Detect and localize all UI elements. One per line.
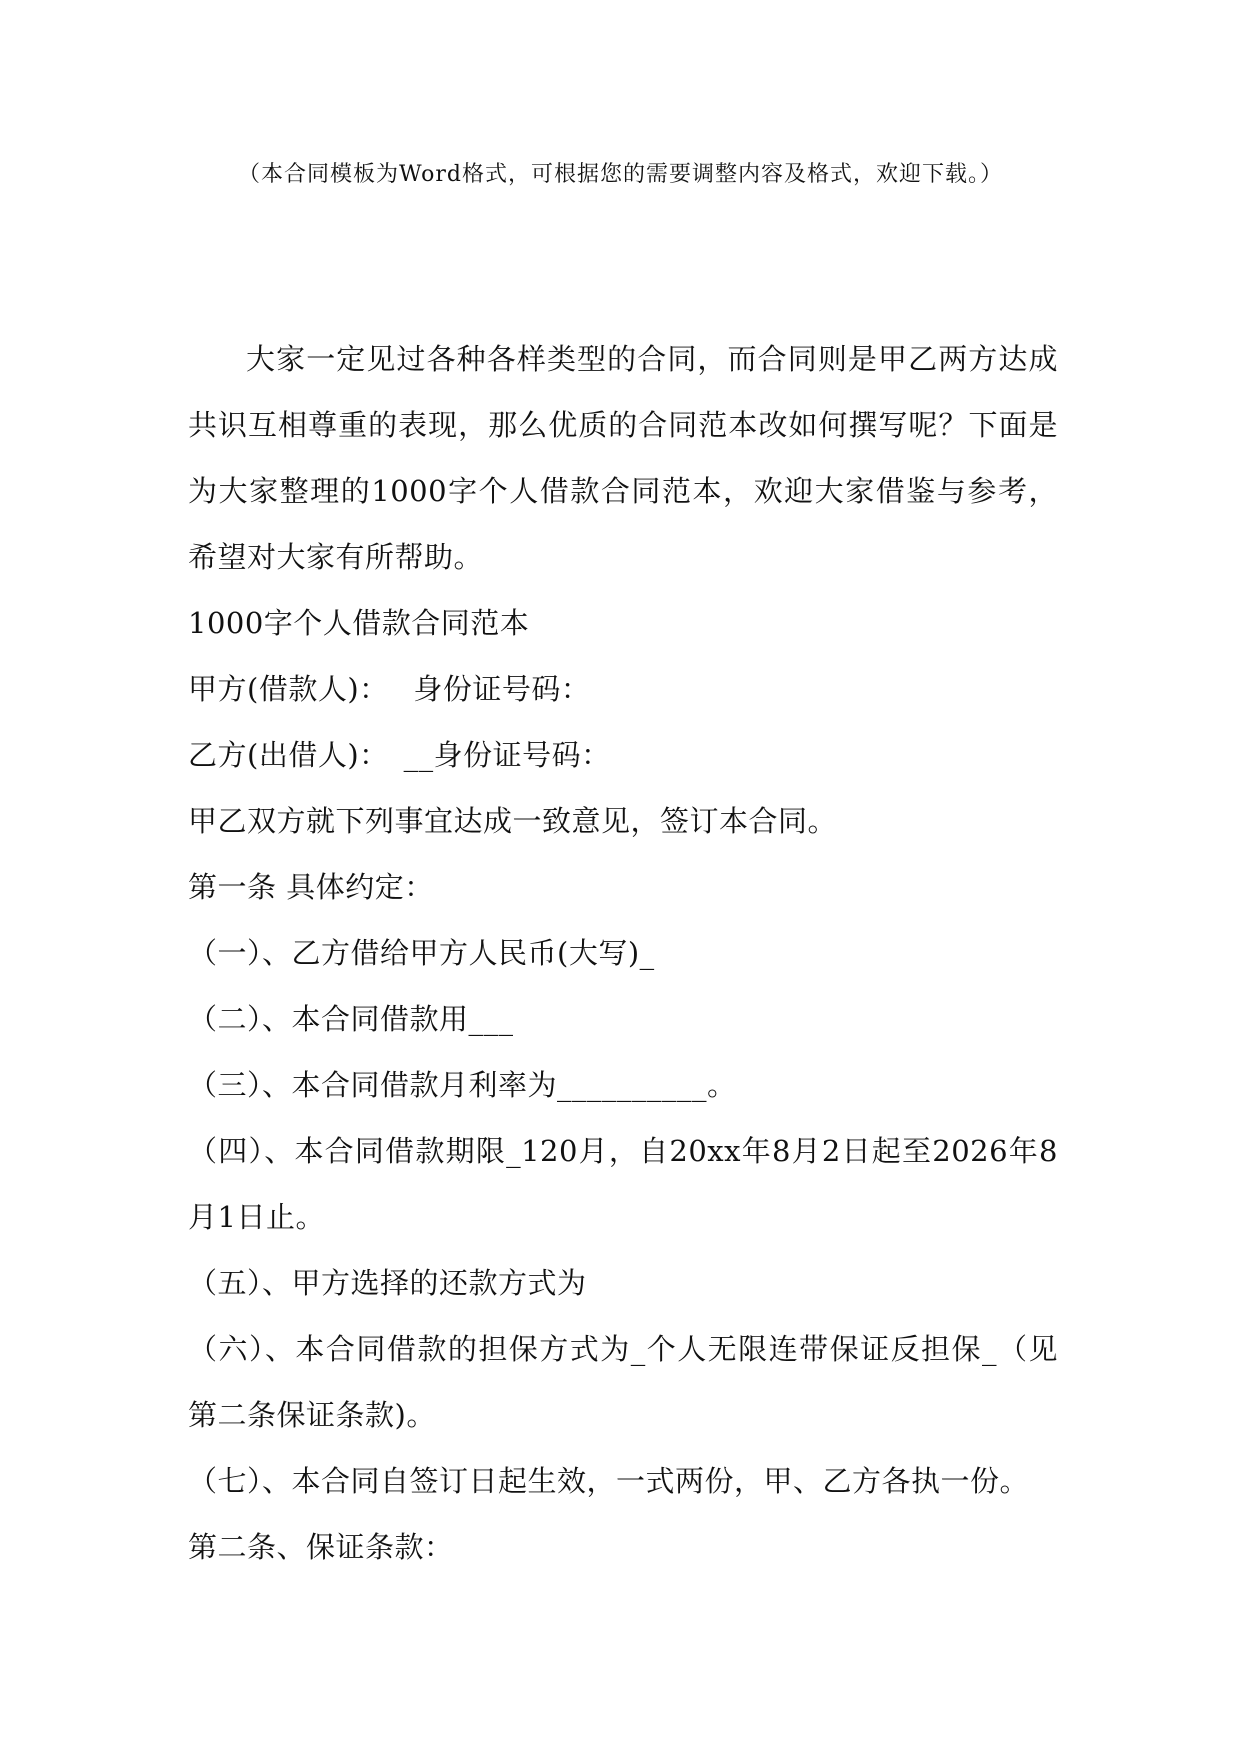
party-a-line: 甲方(借款人)： 身份证号码： (188, 672, 591, 706)
article-1-item-4: （四）、本合同借款期限_120月，自20xx年8月2日起至2026年8月1日止。 (188, 1134, 1058, 1234)
article-1-heading: 第一条 具体约定： (188, 870, 434, 904)
article-2-heading: 第二条、保证条款： (188, 1530, 454, 1564)
agreement-line: 甲乙双方就下列事宜达成一致意见，签订本合同。 (188, 804, 838, 838)
contract-body (188, 590, 1058, 1580)
template-note: （本合同模板为Word格式，可根据您的需要调整内容及格式，欢迎下载。） (238, 162, 1003, 187)
document-title: 1000字个人借款合同范本 (188, 606, 530, 640)
article-1-item-3: （三）、本合同借款月利率为__________。 (188, 1068, 737, 1102)
article-1-item-5: （五）、甲方选择的还款方式为 (188, 1266, 587, 1300)
article-1-item-1: （一）、乙方借给甲方人民币(大写)_ (188, 936, 655, 970)
party-b-line: 乙方(出借人)： __身份证号码： (188, 738, 611, 772)
article-1-item-2: （二）、本合同借款用___ (188, 1002, 514, 1036)
intro-paragraph: 大家一定见过各种各样类型的合同，而合同则是甲乙两方达成共识互相尊重的表现，那么优质的合同范本改如何撰写呢？下面是为大家整理的1000字个人借款合同范本，欢迎大家借鉴与参考，希望对大家有所帮助。 (188, 342, 1058, 574)
intro-section (188, 326, 1058, 590)
article-1-item-7: （七）、本合同自签订日起生效，一式两份，甲、乙方各执一份。 (188, 1464, 1030, 1498)
article-1-item-6: （六）、本合同借款的担保方式为_个人无限连带保证反担保_（见第二条保证条款)。 (188, 1332, 1058, 1432)
